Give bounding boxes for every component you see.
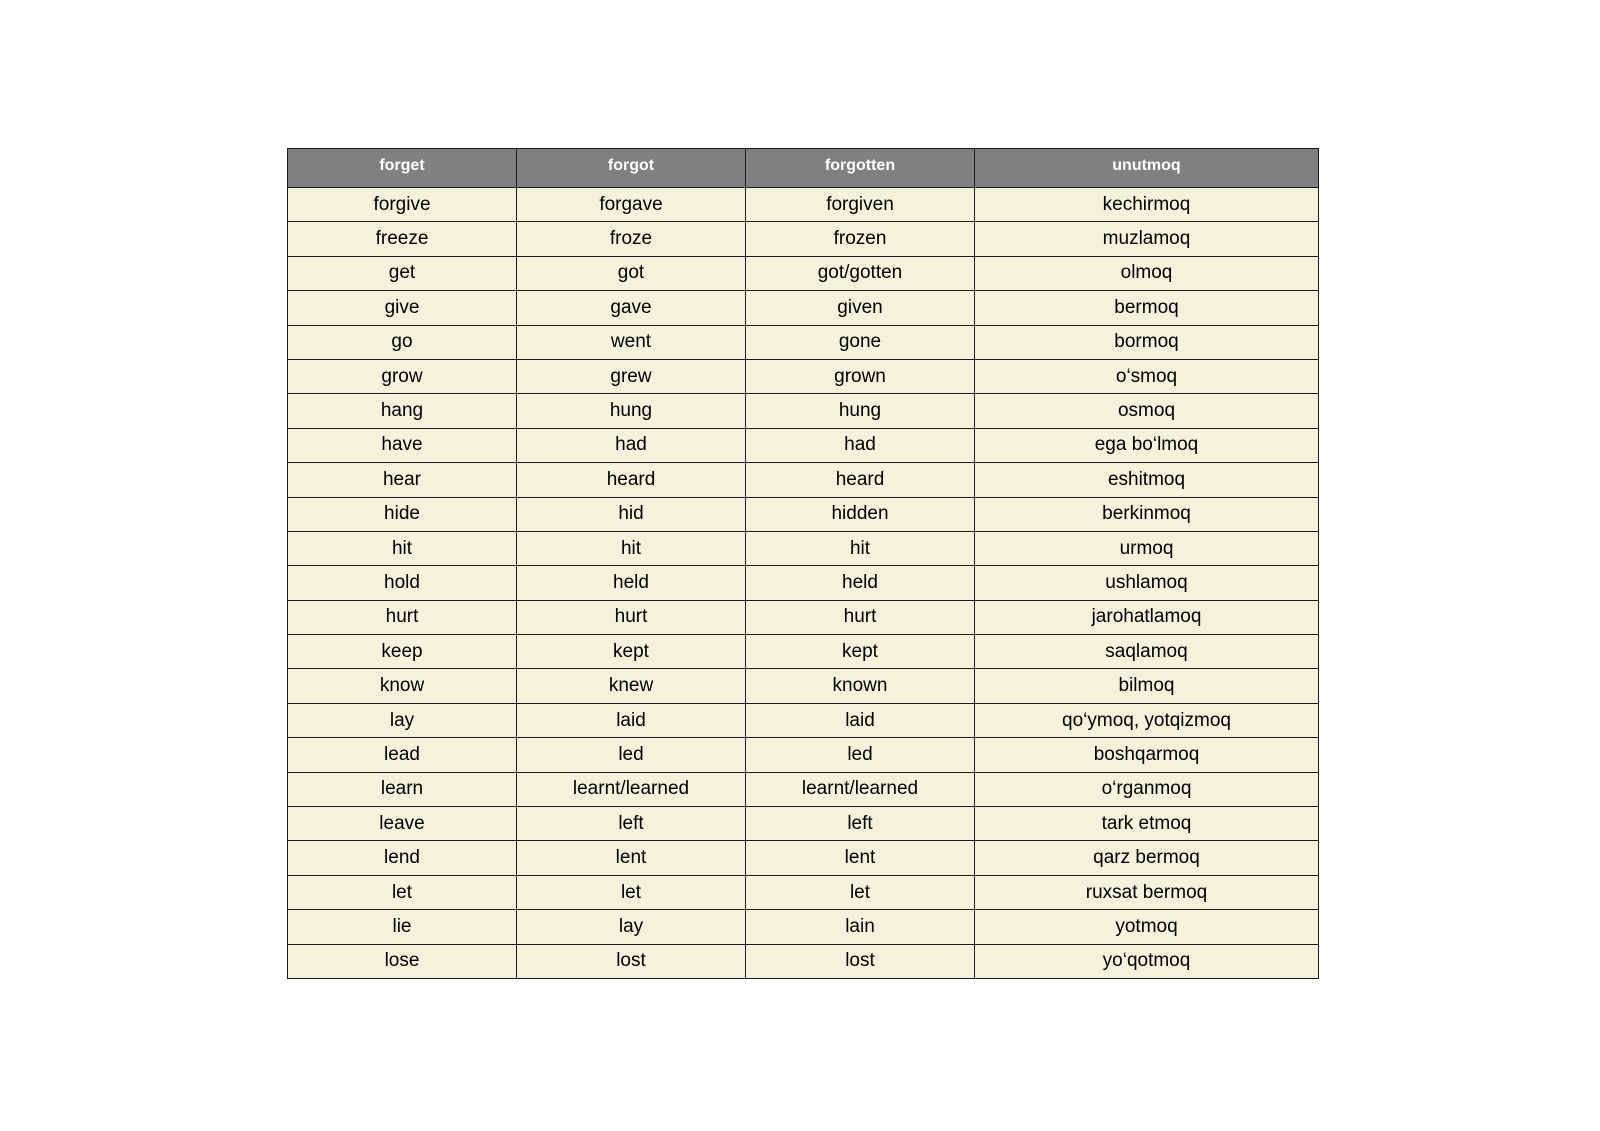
translation-cell: osmoq [975,394,1319,428]
irregular-verbs-table [287,148,1319,979]
translation-cell: boshqarmoq [975,738,1319,772]
table-row [288,841,1319,875]
table-row [288,600,1319,634]
past-participle-cell: led [746,738,975,772]
table-row [288,394,1319,428]
past-simple-cell: hit [517,531,746,565]
past-participle-cell: known [746,669,975,703]
table-row [288,359,1319,393]
base-form-cell: lay [288,703,517,737]
table-row [288,531,1319,565]
translation-cell: jarohatlamoq [975,600,1319,634]
past-participle-cell: got/gotten [746,256,975,290]
base-form-cell: lie [288,910,517,944]
base-form-cell: forgive [288,188,517,222]
past-simple-cell: hung [517,394,746,428]
table-row [288,669,1319,703]
table-row [288,256,1319,290]
past-participle-cell: kept [746,635,975,669]
table-row [288,188,1319,222]
header-cell-base-form: forget [288,149,517,188]
base-form-cell: lead [288,738,517,772]
past-participle-cell: lent [746,841,975,875]
past-simple-cell: learnt/learned [517,772,746,806]
past-participle-cell: heard [746,463,975,497]
table-row [288,566,1319,600]
past-participle-cell: hung [746,394,975,428]
translation-cell: yo‘qotmoq [975,944,1319,978]
translation-cell: bormoq [975,325,1319,359]
past-participle-cell: hit [746,531,975,565]
table-header-row [288,149,1319,188]
base-form-cell: go [288,325,517,359]
base-form-cell: let [288,875,517,909]
table-row [288,222,1319,256]
past-simple-cell: laid [517,703,746,737]
base-form-cell: freeze [288,222,517,256]
past-participle-cell: lost [746,944,975,978]
past-participle-cell: frozen [746,222,975,256]
past-simple-cell: held [517,566,746,600]
past-simple-cell: lent [517,841,746,875]
past-simple-cell: hid [517,497,746,531]
translation-cell: kechirmoq [975,188,1319,222]
translation-cell: bilmoq [975,669,1319,703]
past-simple-cell: went [517,325,746,359]
base-form-cell: know [288,669,517,703]
translation-cell: urmoq [975,531,1319,565]
past-simple-cell: lost [517,944,746,978]
base-form-cell: give [288,291,517,325]
translation-cell: o‘smoq [975,359,1319,393]
past-simple-cell: got [517,256,746,290]
past-participle-cell: forgiven [746,188,975,222]
base-form-cell: lose [288,944,517,978]
past-participle-cell: had [746,428,975,462]
past-simple-cell: heard [517,463,746,497]
past-simple-cell: froze [517,222,746,256]
translation-cell: ushlamoq [975,566,1319,600]
translation-cell: o‘rganmoq [975,772,1319,806]
base-form-cell: hold [288,566,517,600]
table-row [288,291,1319,325]
past-participle-cell: hurt [746,600,975,634]
past-participle-cell: let [746,875,975,909]
translation-cell: saqlamoq [975,635,1319,669]
translation-cell: qo‘ymoq, yotqizmoq [975,703,1319,737]
past-simple-cell: forgave [517,188,746,222]
translation-cell: muzlamoq [975,222,1319,256]
translation-cell: ega bo‘lmoq [975,428,1319,462]
table-body [288,188,1319,979]
past-simple-cell: had [517,428,746,462]
table-row [288,910,1319,944]
base-form-cell: hear [288,463,517,497]
header-cell-translation: unutmoq [975,149,1319,188]
base-form-cell: get [288,256,517,290]
table-row [288,428,1319,462]
past-participle-cell: learnt/learned [746,772,975,806]
past-simple-cell: kept [517,635,746,669]
base-form-cell: have [288,428,517,462]
table-row [288,875,1319,909]
translation-cell: eshitmoq [975,463,1319,497]
translation-cell: bermoq [975,291,1319,325]
past-participle-cell: given [746,291,975,325]
header-cell-past-participle: forgotten [746,149,975,188]
past-participle-cell: laid [746,703,975,737]
past-simple-cell: led [517,738,746,772]
past-participle-cell: lain [746,910,975,944]
table-row [288,463,1319,497]
base-form-cell: hang [288,394,517,428]
base-form-cell: keep [288,635,517,669]
translation-cell: tark etmoq [975,807,1319,841]
base-form-cell: lend [288,841,517,875]
translation-cell: ruxsat bermoq [975,875,1319,909]
base-form-cell: hide [288,497,517,531]
base-form-cell: hit [288,531,517,565]
table-row [288,738,1319,772]
past-participle-cell: hidden [746,497,975,531]
header-cell-past-simple: forgot [517,149,746,188]
table-row [288,703,1319,737]
past-participle-cell: left [746,807,975,841]
base-form-cell: learn [288,772,517,806]
past-simple-cell: grew [517,359,746,393]
past-participle-cell: held [746,566,975,600]
past-simple-cell: knew [517,669,746,703]
past-simple-cell: hurt [517,600,746,634]
past-simple-cell: lay [517,910,746,944]
table-row [288,635,1319,669]
base-form-cell: grow [288,359,517,393]
past-simple-cell: let [517,875,746,909]
table-row [288,325,1319,359]
past-simple-cell: gave [517,291,746,325]
translation-cell: yotmoq [975,910,1319,944]
table-row [288,944,1319,978]
table-row [288,807,1319,841]
table-row [288,772,1319,806]
past-participle-cell: grown [746,359,975,393]
translation-cell: olmoq [975,256,1319,290]
translation-cell: qarz bermoq [975,841,1319,875]
table-row [288,497,1319,531]
past-simple-cell: left [517,807,746,841]
base-form-cell: hurt [288,600,517,634]
past-participle-cell: gone [746,325,975,359]
translation-cell: berkinmoq [975,497,1319,531]
base-form-cell: leave [288,807,517,841]
